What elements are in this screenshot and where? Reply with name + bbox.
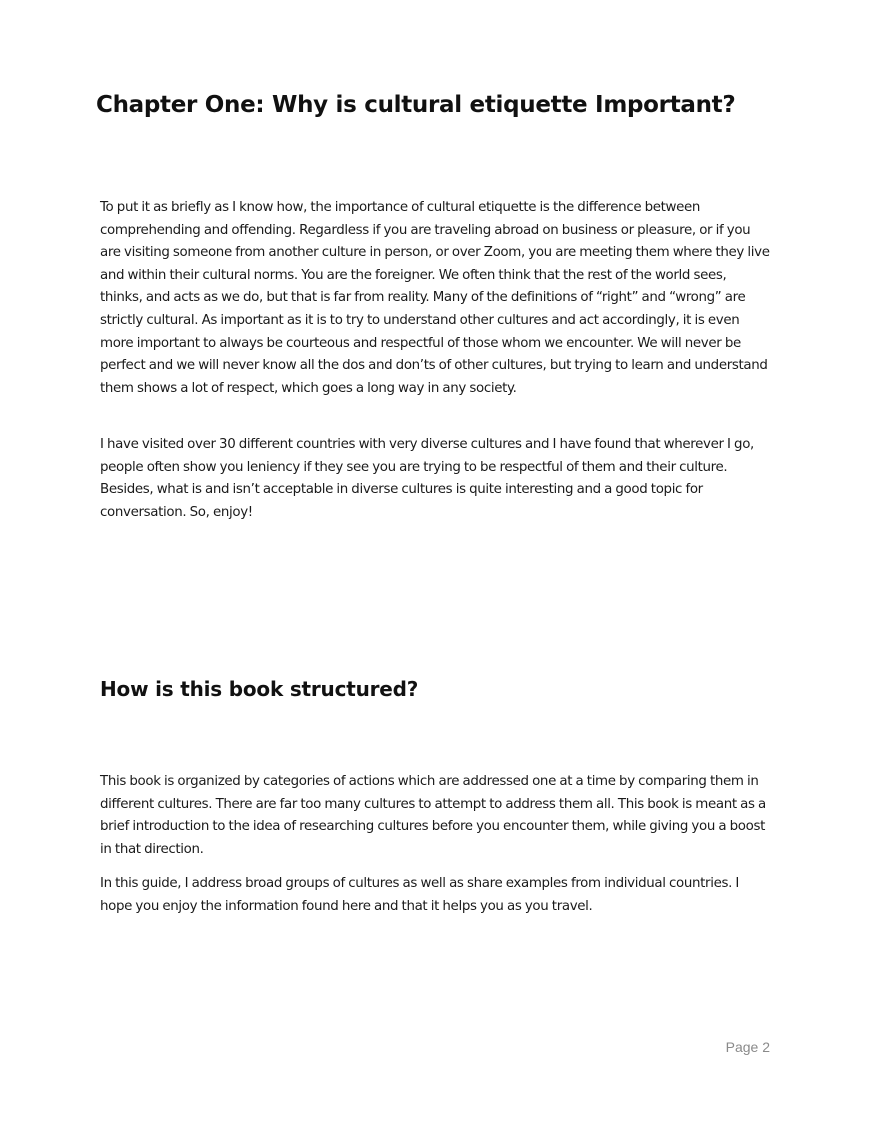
paragraph-importance: To put it as briefly as I know how, the importance of cultural etiquette is the difference between comprehending and offending. Regardless if you are traveling abroad on business or pleasure, or if you are visiting someone from another culture in person, or over Zoom, you are meeting them where they live and within their cultural norms. You are the foreigner. We often think that the rest of the world sees, thinks, and acts as we do, but that is far from reality. Many of the definitions of “right” and “wrong” are strictly cultural. As important as it is to try to understand other cultures and act accordingly, it is even more important to always be courteous and respectful of those whom we encounter. We will never be perfect and we will never know all the dos and don’ts of other cultures, but trying to learn and understand them shows a lot of respect, which goes a long way in any society. bbox=[100, 200, 770, 396]
paragraph-travel-experience: I have visited over 30 different countries with very diverse cultures and I have found that wherever I go, people often show you leniency if they see you are trying to be respectful of them and their culture. Besides, what is and isn’t acceptable in diverse cultures is quite interesting and a good topic for conversation. So, enjoy! bbox=[100, 437, 754, 520]
page-number: Page 2 bbox=[725, 1039, 770, 1055]
chapter-title: Chapter One: Why is cultural etiquette Important? bbox=[96, 92, 736, 118]
section-title: How is this book structured? bbox=[100, 677, 419, 701]
paragraph-book-organization: This book is organized by categories of actions which are addressed one at a time by comparing them in different cultures. There are far too many cultures to attempt to address them all. This book is meant as a brief introduction to the idea of researching cultures before you encounter them, while giving you a boost in that direction. bbox=[100, 774, 766, 857]
paragraph-guide-scope: In this guide, I address broad groups of cultures as well as share examples from individual countries. I hope you enjoy the information found here and that it helps you as you travel. bbox=[100, 876, 740, 914]
